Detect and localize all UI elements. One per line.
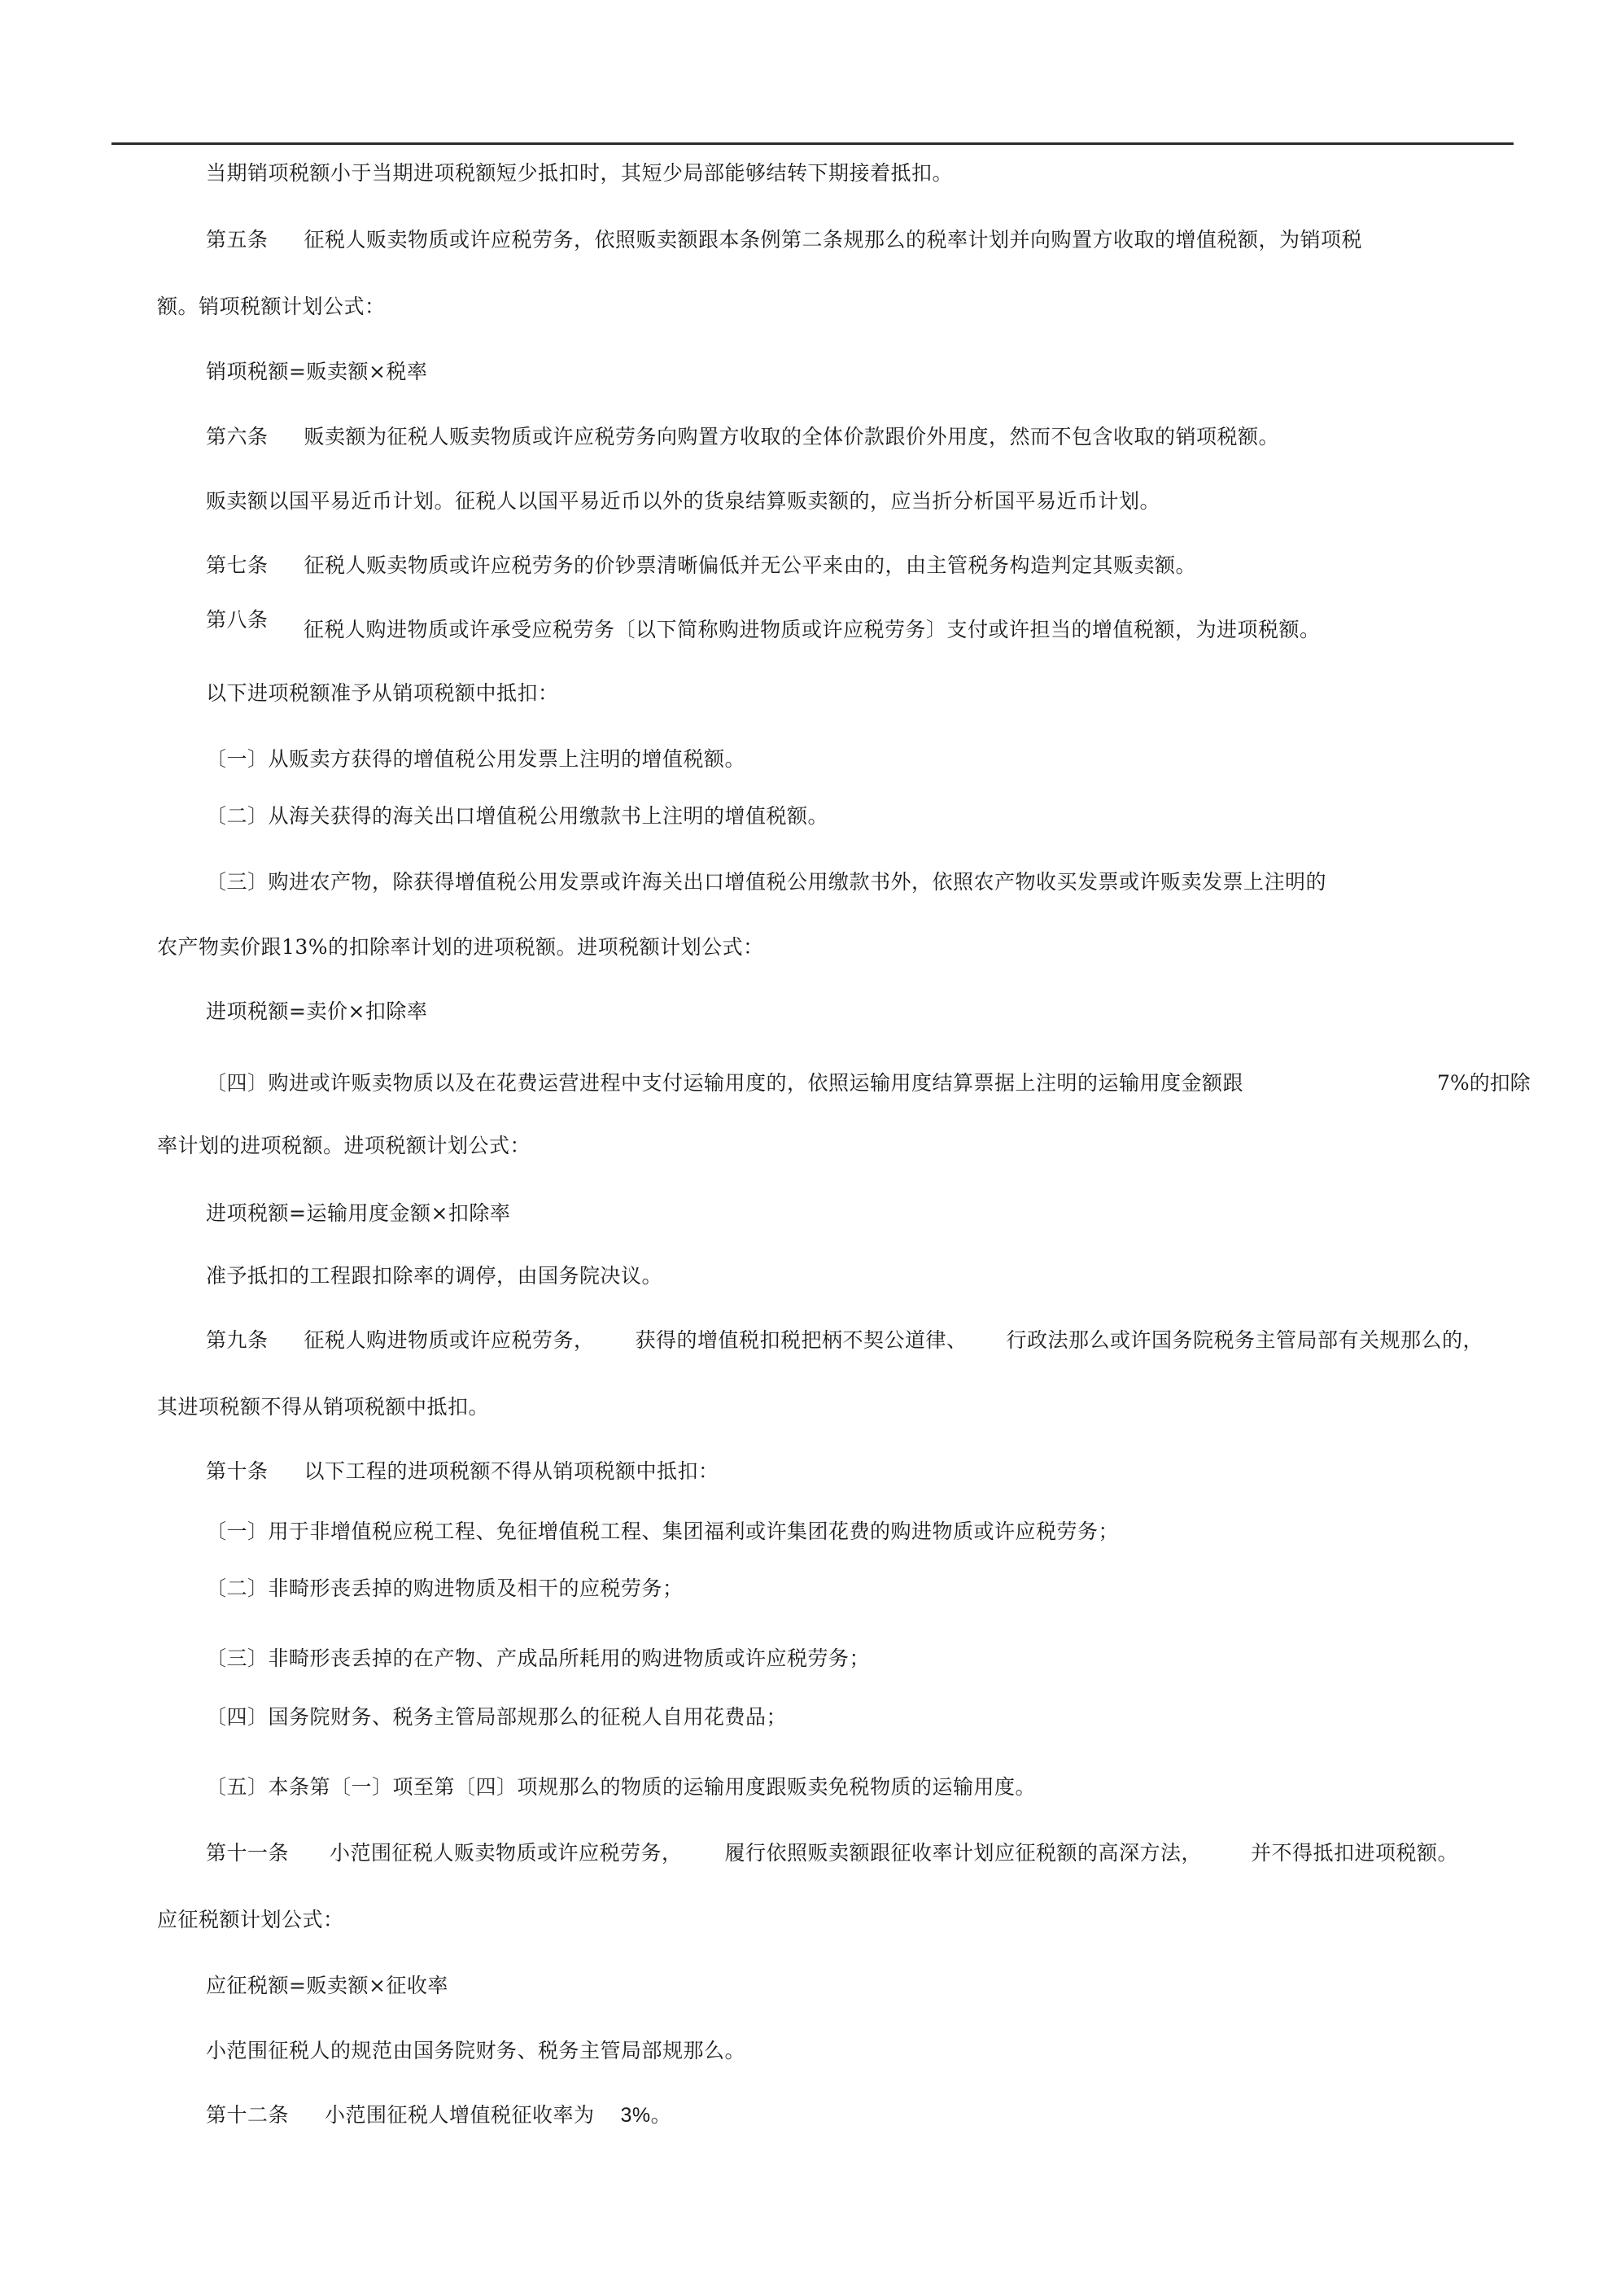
article-9-label: 第九条 — [206, 1328, 269, 1352]
article-6-text: 贩卖额为征税人贩卖物质或许应税劳务向购置方收取的全体价款跟价外用度，然而不包含收取的销项税额。 — [304, 425, 1280, 448]
exclusion-item-2: 〔二〕非畸形丧丢掉的购进物质及相干的应税劳务； — [206, 1577, 684, 1600]
formula-input-tax-freight: 进项税额=运输用度金额×扣除率 — [206, 1201, 511, 1225]
article-12 — [206, 2102, 671, 2128]
paragraph-sales-currency: 贩卖额以国平易近币计划。征税人以国平易近币以外的货泉结算贩卖额的，应当折分析国平易近币计划。 — [206, 489, 1161, 513]
article-8-text: 征税人购进物质或许承受应税劳务〔以下简称购进物质或许应税劳务〕支付或许担当的增值税额，为进项税额。 — [304, 618, 1321, 641]
article-7-label: 第七条 — [206, 553, 269, 577]
article-5-text: 征税人贩卖物质或许应税劳务，依照贩卖额跟本条例第二条规那么的税率计划并向购置方收取的增值税额，为销项税 — [304, 228, 1363, 251]
article-8-label: 第八条 — [206, 608, 269, 632]
article-5 — [206, 227, 1362, 253]
article-9-part-1: 征税人购进物质或许应税劳务， — [304, 1328, 595, 1352]
article-11-continuation: 应征税额计划公式： — [157, 1908, 344, 1931]
article-11 — [206, 1840, 1458, 1866]
article-6-label: 第六条 — [206, 425, 269, 448]
header-rule — [111, 142, 1514, 145]
paragraph-deductible-intro: 以下进项税额准予从销项税额中抵扣： — [206, 681, 559, 705]
exclusion-item-1: 〔一〕用于非增值税应税工程、免征增值税工程、集团福利或许集团花费的购进物质或许应税劳务； — [206, 1520, 1120, 1543]
list-item-4: 〔四〕购进或许贩卖物质以及在花费运营进程中支付运输用度的，依照运输用度结算票据上注明的运输用度金额跟 — [206, 1071, 1244, 1095]
article-7-text: 征税人贩卖物质或许应税劳务的价钞票清晰偏低并无公平来由的，由主管税务构造判定其贩卖额。 — [304, 553, 1197, 577]
list-item-3: 〔三〕购进农产物，除获得增值税公用发票或许海关出口增值税公用缴款书外，依照农产物收买发票或许贩卖发票上注明的 — [206, 870, 1327, 894]
formula-output-tax: 销项税额=贩卖额×税率 — [206, 360, 428, 383]
paragraph-small-scale-standard: 小范围征税人的规范由国务院财务、税务主管局部规那么。 — [206, 2039, 746, 2062]
list-item-4-rate: 7%的扣除 — [1437, 1071, 1531, 1095]
article-6 — [206, 424, 1279, 450]
formula-input-tax-price: 进项税额=卖价×扣除率 — [206, 999, 428, 1023]
exclusion-item-3: 〔三〕非畸形丧丢掉的在产物、产成品所耗用的购进物质或许应税劳务； — [206, 1647, 871, 1670]
list-item-2: 〔二〕从海关获得的海关出口增值税公用缴款书上注明的增值税额。 — [206, 804, 829, 828]
article-9-continuation: 其进项税额不得从销项税额中抵扣。 — [157, 1395, 490, 1419]
list-item-3-continuation: 农产物卖价跟13%的扣除率计划的进项税额。进项税额计划公式： — [157, 935, 764, 959]
list-item-1: 〔一〕从贩卖方获得的增值税公用发票上注明的增值税额。 — [206, 747, 746, 771]
exclusion-item-4: 〔四〕国务院财务、税务主管局部规那么的征税人自用花费品； — [206, 1705, 788, 1729]
article-11-label: 第十一条 — [206, 1841, 290, 1865]
formula-tax-payable: 应征税额=贩卖额×征收率 — [206, 1974, 448, 1997]
article-11-part-3: 并不得抵扣进项税额。 — [1251, 1841, 1459, 1865]
article-10 — [206, 1459, 719, 1485]
article-9 — [206, 1327, 1483, 1354]
article-10-text: 以下工程的进项税额不得从销项税额中抵扣： — [304, 1459, 719, 1483]
article-12-rate: 3%。 — [620, 2104, 672, 2127]
list-item-4-continuation: 率计划的进项税额。进项税额计划公式： — [157, 1134, 531, 1157]
article-12-part-1: 小范围征税人增值税征收率为 — [325, 2103, 595, 2127]
article-5-label: 第五条 — [206, 228, 269, 251]
paragraph-carryover: 当期销项税额小于当期进项税额短少抵扣时，其短少局部能够结转下期接着抵扣。 — [206, 161, 954, 185]
article-9-part-3: 行政法那么或许国务院税务主管局部有关规那么的， — [1006, 1328, 1484, 1352]
article-11-part-2: 履行依照贩卖额跟征收率计划应征税额的高深方法， — [724, 1841, 1203, 1865]
article-9-part-2: 获得的增值税扣税把柄不契公道律、 — [635, 1328, 968, 1352]
article-7 — [206, 553, 1196, 579]
article-11-part-1: 小范围征税人贩卖物质或许应税劳务， — [330, 1841, 683, 1865]
article-12-label: 第十二条 — [206, 2103, 290, 2127]
article-5-continuation: 额。销项税额计划公式： — [157, 295, 386, 318]
article-10-label: 第十条 — [206, 1459, 269, 1483]
paragraph-state-council: 准予抵扣的工程跟扣除率的调停，由国务院决议。 — [206, 1264, 663, 1288]
exclusion-item-5: 〔五〕本条第〔一〕项至第〔四〕项规那么的物质的运输用度跟贩卖免税物质的运输用度。 — [206, 1775, 1037, 1799]
